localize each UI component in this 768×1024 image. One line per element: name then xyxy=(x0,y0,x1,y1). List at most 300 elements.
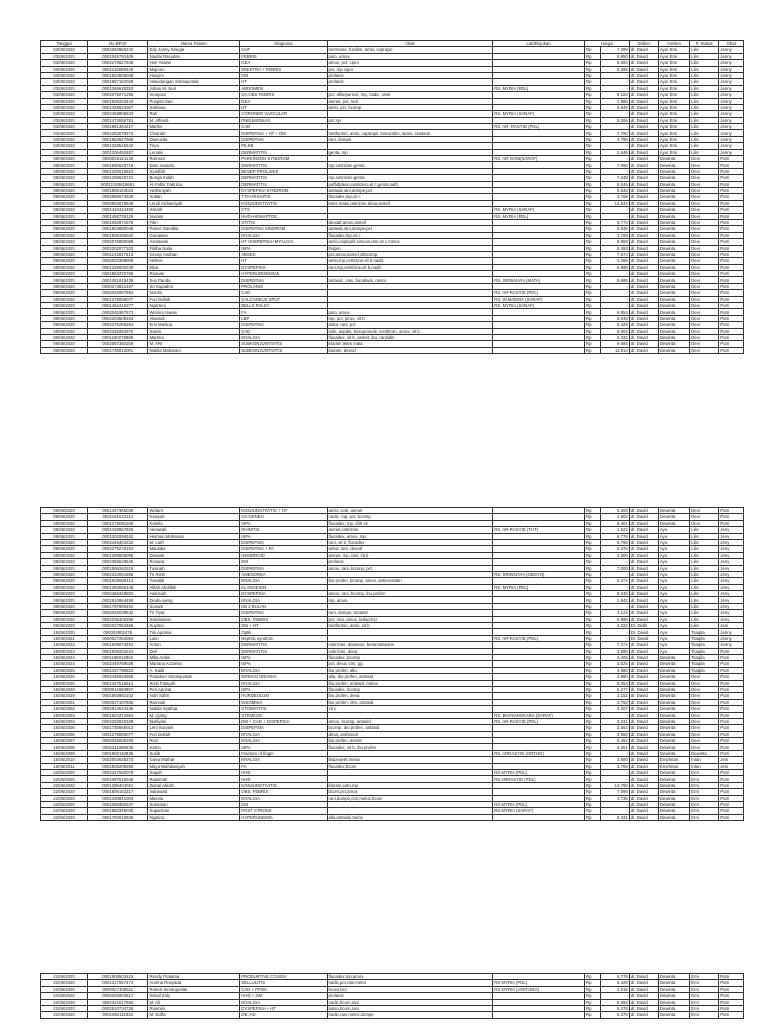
table-cell: 0002045367573 xyxy=(88,309,148,315)
table-cell: Rp xyxy=(585,520,601,526)
table-cell: dr. David xyxy=(629,213,658,219)
table-cell: 6.376 xyxy=(600,546,629,552)
patient-register-table-2 xyxy=(40,507,744,821)
table-cell: dr. David xyxy=(629,527,658,533)
table-cell: metformin, amlo, vit b xyxy=(327,623,493,629)
table-cell: Rp xyxy=(585,1005,601,1011)
table-cell: dr. David xyxy=(629,156,658,162)
table-cell: dr. David xyxy=(629,571,658,577)
table-cell: Devi xyxy=(690,232,719,238)
table-cell: 0001462415377 xyxy=(88,303,148,309)
table-cell: Putri xyxy=(719,808,744,814)
table-cell: antasid,rani,dompe,pct xyxy=(327,226,493,232)
table-cell: M. ARI xyxy=(148,341,240,347)
table-cell: DERMATITIS xyxy=(240,648,327,654)
table-cell: Tsaqila xyxy=(690,648,719,654)
table-cell: 08/06/2020 xyxy=(41,347,88,353)
table-cell: letes mata,cetirizine,dexa,asmef xyxy=(327,200,493,206)
table-cell: DERMATITIS xyxy=(240,175,327,181)
table-cell: Dewinta xyxy=(658,993,689,999)
table-cell: pct, alllo/purinol, mp, nadic, ranti xyxy=(327,92,493,98)
table-cell: Dewinta xyxy=(658,801,689,807)
table-cell: Jenny xyxy=(719,92,744,98)
table-cell: 0001593982102 xyxy=(88,693,148,699)
table-cell: amox, pct, cipro xyxy=(327,60,493,66)
table-cell: - xyxy=(600,776,629,782)
table-cell: HT xyxy=(240,104,327,110)
table-cell: 0001062971879 xyxy=(88,219,148,225)
table-cell: Fulpro xyxy=(327,245,493,251)
table-cell: Lilis xyxy=(690,111,719,117)
table-body-3 xyxy=(41,974,744,1019)
table-cell: 08/06/2020 xyxy=(41,616,88,622)
table-cell: 0002914524246 xyxy=(88,706,148,712)
table-cell: 3.586 xyxy=(600,648,629,654)
table-cell: dr. David xyxy=(629,559,658,565)
table-cell: Putri xyxy=(719,986,744,992)
table-cell: Lilis xyxy=(690,124,719,130)
table-cell: Jenny xyxy=(719,136,744,142)
table-cell: dr. David xyxy=(629,239,658,245)
table-cell: Tri Tiyar xyxy=(148,610,240,616)
table-cell: Putri xyxy=(719,328,744,334)
table-cell: 0000026039542 xyxy=(88,610,148,616)
table-cell: puffid(deso,cetirizien,vit c,genta salf) xyxy=(327,181,493,187)
table-cell: Devi xyxy=(690,334,719,340)
table-cell: Ayu/ Erni xyxy=(658,124,689,130)
table-cell: Jeny xyxy=(719,578,744,584)
table-cell: Lilis xyxy=(690,616,719,622)
table-cell: dr. David xyxy=(629,661,658,667)
table-cell: dr. David xyxy=(629,53,658,59)
table-cell: 9.694 xyxy=(600,341,629,347)
table-cell: 0000315006292 xyxy=(88,738,148,744)
table-cell: 0002436834558 xyxy=(88,674,148,680)
table-cell: Rp xyxy=(585,72,601,78)
table-cell: Putri xyxy=(719,162,744,168)
table-cell: Dewinta xyxy=(658,290,689,296)
table-cell: 22/06/2020 xyxy=(41,814,88,820)
table-cell: Dewinta xyxy=(658,194,689,200)
table-cell: Devi xyxy=(690,686,719,692)
table-cell: Paradom Simanjuntak xyxy=(148,674,240,680)
table-cell: Putri xyxy=(719,508,744,514)
table-cell: Lilis xyxy=(690,571,719,577)
table-cell: Ayu/ Erni xyxy=(658,60,689,66)
table-cell: amlo, pct, bcomp xyxy=(327,104,493,110)
table-cell: 0001906153023 xyxy=(88,187,148,193)
table-cell: 0000902679849 xyxy=(88,200,148,206)
table-cell: dr. David xyxy=(629,693,658,699)
table-cell: 8.246 xyxy=(600,181,629,187)
table-cell: Herlisniyah xyxy=(148,187,240,193)
table-cell: 15/06/2020 xyxy=(41,629,88,635)
table-cell: Lilis xyxy=(690,136,719,142)
table-cell: dr. David xyxy=(629,546,658,552)
table-cell: Rp xyxy=(585,168,601,174)
table-cell: pct syr xyxy=(327,117,493,123)
table-cell: Dewinta xyxy=(658,661,689,667)
table-cell: 09/06/2020 xyxy=(41,623,88,629)
table-cell: Nuraini xyxy=(148,213,240,219)
table-cell: Devi xyxy=(690,680,719,686)
table-cell: 3.680 xyxy=(600,757,629,763)
table-cell: Rp xyxy=(585,271,601,277)
table-cell: Rp xyxy=(585,334,601,340)
table-cell: RS. BHAYANGKARA (SARAF) xyxy=(493,712,585,718)
table-cell: Rp xyxy=(585,757,601,763)
table-cell: Jeny xyxy=(719,552,744,558)
table-cell: Rp xyxy=(585,578,601,584)
table-cell: dr. David xyxy=(629,801,658,807)
table-cell: - xyxy=(600,207,629,213)
table-cell: Dewinta xyxy=(658,168,689,174)
table-cell: 0001504880048 xyxy=(88,226,148,232)
table-cell: RHINITIS xyxy=(240,527,327,533)
table-cell: DISPEPSIA xyxy=(240,725,327,731)
table-cell: bcom,bcz xyxy=(327,986,493,992)
table-cell: Devi xyxy=(690,296,719,302)
table-cell: Ayu xyxy=(658,623,689,629)
table-cell: ibu profen, antasid, melox xyxy=(327,680,493,686)
table-cell: AMENOREA xyxy=(240,571,327,577)
table-cell: 0001296404021 xyxy=(88,782,148,788)
table-cell: Dewinta xyxy=(658,680,689,686)
table-cell: 0002906673838 xyxy=(88,194,148,200)
table-cell: HHD xyxy=(240,776,327,782)
table-cell: 15/06/2002 xyxy=(41,706,88,712)
table-cell: Lenativ xyxy=(148,149,240,155)
table-cell: OE, AD xyxy=(240,1012,327,1018)
table-cell: antasid , rani, bundavin, metro xyxy=(327,277,493,283)
table-cell: Rp xyxy=(585,156,601,162)
table-cell: dr. David xyxy=(629,111,658,117)
table-cell: HT xyxy=(240,79,327,85)
table-cell: Tsaqila xyxy=(690,667,719,673)
table-body-1 xyxy=(41,47,744,354)
table-cell: Lilis xyxy=(690,85,719,91)
table-cell: TTH+RHINITIS xyxy=(240,194,327,200)
table-cell: metformin, amlo, captropil, biscombin, lanso, ranason xyxy=(327,130,493,136)
table-cell: 08/06/2020 xyxy=(41,232,88,238)
table-cell: Syarifah xyxy=(148,168,240,174)
table-cell: 0001302099342 xyxy=(88,533,148,539)
table-cell: Rp xyxy=(585,706,601,712)
table-cell: Dewinta xyxy=(658,808,689,814)
table-cell: Samsi xyxy=(148,328,240,334)
table-cell: 0002087350209 xyxy=(88,341,148,347)
table-cell: Rizki Fatayah xyxy=(148,680,240,686)
table-cell: dr. David xyxy=(629,514,658,520)
table-cell: Rp xyxy=(585,104,601,110)
table-cell: Dewinta xyxy=(658,750,689,756)
table-cell: Putri xyxy=(719,738,744,744)
table-cell: Rp xyxy=(585,699,601,705)
table-cell: 08/06/2020 xyxy=(41,341,88,347)
table-cell: Lilis xyxy=(690,53,719,59)
table-cell: 0001834506038 xyxy=(88,72,148,78)
table-cell: 03/06/2020 xyxy=(41,124,88,130)
table-cell: Putri xyxy=(719,667,744,673)
table-cell: rani, dompe xyxy=(327,136,493,142)
table-cell: dr. David xyxy=(629,219,658,225)
table-cell: Devi xyxy=(690,309,719,315)
table-cell: rani,mp,cetirizine,vit b,nadic xyxy=(327,264,493,270)
table-cell: Devi xyxy=(690,315,719,321)
table-cell: Devi xyxy=(690,520,719,526)
table-cell: prolanis xyxy=(327,72,493,78)
table-cell: Devi xyxy=(690,156,719,162)
table-cell: Tsaqila xyxy=(690,654,719,660)
table-cell: dr. David xyxy=(629,194,658,200)
table-cell: PROLANIS xyxy=(240,283,327,289)
table-cell: DISPEPSIA xyxy=(240,136,327,142)
table-cell: 0000026004517 xyxy=(88,993,148,999)
table-cell: 0002311086635 xyxy=(88,744,148,750)
table-cell: Ngatino xyxy=(148,814,240,820)
table-cell: 0001276081165 xyxy=(88,520,148,526)
table-cell: Putri xyxy=(719,200,744,206)
table-cell: Dewinta xyxy=(658,706,689,712)
table-cell: DISPEPSIA SINDROM xyxy=(240,226,327,232)
table-cell: 15/06/2001 xyxy=(41,699,88,705)
table-cell: Rp xyxy=(585,232,601,238)
table-cell: A. Kadir xyxy=(148,667,240,673)
table-cell: 0002376266264 xyxy=(88,322,148,328)
table-cell: Rp xyxy=(585,763,601,769)
table-cell: Rp xyxy=(585,782,601,788)
table-cell: 4.980 xyxy=(600,667,629,673)
table-cell: Putri xyxy=(719,795,744,801)
table-cell: Erni xyxy=(690,999,719,1005)
table-cell: Karno xyxy=(148,744,240,750)
table-cell: - xyxy=(600,750,629,756)
table-cell: - xyxy=(600,712,629,718)
table-cell: Rp xyxy=(585,999,601,1005)
table-cell: RS. MYRIA (SARAF) xyxy=(493,207,585,213)
table-cell: RS MYRIA (SARAF) xyxy=(493,808,585,814)
table-cell: Jeny xyxy=(719,610,744,616)
table-cell: Rp xyxy=(585,603,601,609)
table-cell: Putri xyxy=(719,718,744,724)
table-cell: Rp xyxy=(585,770,601,776)
table-cell: 3.752 xyxy=(600,699,629,705)
table-cell: Rp xyxy=(585,571,601,577)
table-cell: dr. David xyxy=(629,322,658,328)
table-cell: Dewinta xyxy=(658,303,689,309)
table-cell: 08/06/2020 xyxy=(41,219,88,225)
table-cell: 0000027400511 xyxy=(88,986,148,992)
table-cell: Devi xyxy=(690,290,719,296)
table-cell: amox, rani, bcomp, pct xyxy=(327,565,493,571)
table-cell: Yuwaldi xyxy=(148,578,240,584)
table-cell: - xyxy=(600,124,629,130)
table-cell: Maulidia xyxy=(148,546,240,552)
table-cell: Putri xyxy=(719,226,744,232)
table-cell: SUBKONJUNTIVITIS xyxy=(240,341,327,347)
table-cell: POST STROKE xyxy=(240,808,327,814)
table-cell: Rp xyxy=(585,597,601,603)
table-cell: Devi xyxy=(690,706,719,712)
table-cell: BELLS PALSY xyxy=(240,303,327,309)
table-cell: flucadex, vit b, asmet, ibu, ranitidin xyxy=(327,334,493,340)
table-cell: Dewinta xyxy=(658,508,689,514)
table-cell: RS MYRIA (JANTUNG) xyxy=(493,986,585,992)
table-cell: 0001882111833 xyxy=(88,1012,148,1018)
table-cell: Puspita Sari xyxy=(148,98,240,104)
table-cell: dr. David xyxy=(629,763,658,769)
table-cell: - xyxy=(600,584,629,590)
table-cell: Ayu/ Erni xyxy=(658,117,689,123)
table-cell: RS MYRIA (PDL) xyxy=(493,980,585,986)
table-cell: Lukri xyxy=(148,635,240,641)
table-cell: dr. David xyxy=(629,92,658,98)
table-cell: Lilis xyxy=(690,66,719,72)
table-cell: Lilis xyxy=(690,578,719,584)
table-cell: INSOMNIA xyxy=(240,699,327,705)
table-cell: Rp xyxy=(585,623,601,629)
table-cell: OA GENEU xyxy=(240,514,327,520)
table-cell: HYPERUNEMIA xyxy=(240,814,327,820)
table-cell: DM + CAD + DISPEPSIA xyxy=(240,718,327,724)
table-cell: DM xyxy=(240,801,327,807)
table-cell: 08/06/2020 xyxy=(41,559,88,565)
table-cell: PNEUMONIAS xyxy=(240,117,327,123)
table-cell: Devi xyxy=(690,213,719,219)
table-cell: HORDEULUM xyxy=(240,693,327,699)
table-cell: HHD xyxy=(240,770,327,776)
table-cell: Erni xyxy=(690,808,719,814)
table-cell: Kasiyah xyxy=(148,514,240,520)
table-cell: Dewinta xyxy=(658,718,689,724)
table-cell: 0001410444450 xyxy=(88,207,148,213)
table-cell: Rp xyxy=(585,239,601,245)
table-cell: ABSES xyxy=(240,251,327,257)
table-cell: Rp xyxy=(585,993,601,999)
table-cell: dr. David xyxy=(629,591,658,597)
table-cell: Lilis xyxy=(690,539,719,545)
table-cell: 5.493 xyxy=(600,245,629,251)
table-cell: 4.207 xyxy=(600,706,629,712)
table-cell: Erni xyxy=(690,814,719,820)
table-cell: 8.246 xyxy=(600,591,629,597)
table-cell: LBP xyxy=(240,315,327,321)
table-cell: M. Affendi xyxy=(148,117,240,123)
table-cell: dr. David xyxy=(629,986,658,992)
table-cell: Rp xyxy=(585,629,601,635)
table-cell: dexa, ambroxol xyxy=(327,731,493,737)
table-cell: Erni xyxy=(690,1005,719,1011)
table-cell: Hasyim xyxy=(148,72,240,78)
table-cell: RS. W.MADIRA (SARAF) xyxy=(493,296,585,302)
table-cell: dr. David xyxy=(629,245,658,251)
table-cell: Putri xyxy=(719,770,744,776)
table-cell: dr. David xyxy=(629,136,658,142)
table-cell: M. Lutfi xyxy=(148,539,240,545)
table-cell: 08/06/2020 xyxy=(41,226,88,232)
table-cell: Dewinta xyxy=(658,770,689,776)
table-cell: Devi xyxy=(690,251,719,257)
table-cell: 7.248 xyxy=(600,175,629,181)
table-cell: 03/06/2020 xyxy=(41,98,88,104)
table-cell: Putri xyxy=(719,993,744,999)
table-cell: Dewinta xyxy=(658,264,689,270)
table-cell: Rp xyxy=(585,98,601,104)
table-cell: 0002449769038 xyxy=(88,661,148,667)
table-cell: Ayu/ Erni xyxy=(658,66,689,72)
table-cell: amlo,captopril,simvas,rani,vit c,melox xyxy=(327,239,493,245)
table-cell: Devi xyxy=(690,508,719,514)
table-cell: allu, ibu profen, antasid xyxy=(327,674,493,680)
table-cell: Rasuan xyxy=(148,271,240,277)
table-cell: DYSPEPSIA xyxy=(240,264,327,270)
table-cell: Tsaqila xyxy=(690,629,719,635)
table-cell: 9.685 xyxy=(600,277,629,283)
table-cell: Tsaqila xyxy=(690,642,719,648)
table-cell: 0002310051896 xyxy=(88,571,148,577)
table-cell: 3.152 xyxy=(600,693,629,699)
table-cell: DM xyxy=(240,72,327,78)
table-cell: ibu profen, asmet xyxy=(327,738,493,744)
table-cell: Devi xyxy=(690,744,719,750)
table-cell: Asmawati xyxy=(148,239,240,245)
table-cell: - xyxy=(600,635,629,641)
table-cell: - xyxy=(600,156,629,162)
table-cell: dr. David xyxy=(629,750,658,756)
table-cell: Mariana Azzahra xyxy=(148,661,240,667)
table-cell: 5.054 xyxy=(600,680,629,686)
table-cell: Putri xyxy=(719,341,744,347)
table-cell: Ayu xyxy=(658,539,689,545)
table-cell: Rati xyxy=(148,111,240,117)
table-cell: dr. David xyxy=(629,731,658,737)
table-cell: Devi xyxy=(690,699,719,705)
table-cell: 0001206450487 xyxy=(88,149,148,155)
table-cell: KLANGEION xyxy=(240,584,327,590)
table-cell: Sunarti xyxy=(148,603,240,609)
table-cell: Dani susanto xyxy=(148,162,240,168)
table-cell: 0002278527546 xyxy=(88,60,148,66)
table-cell: 08/06/2020 xyxy=(41,251,88,257)
table-cell: INFEKSI URIANIA xyxy=(240,674,327,680)
table-cell: 0001278069077 xyxy=(88,296,148,302)
table-cell: Putri xyxy=(719,322,744,328)
table-cell: Dewinta xyxy=(658,1012,689,1018)
table-cell: Putri xyxy=(719,232,744,238)
table-cell: SELLULITIS xyxy=(240,980,327,986)
table-cell: Rozi xyxy=(148,738,240,744)
table-cell: dr. David xyxy=(629,277,658,283)
table-cell: 6.251 xyxy=(600,744,629,750)
table-cell: 0002076885088 xyxy=(88,239,148,245)
table-cell: Dewinta xyxy=(658,239,689,245)
table-cell: 5.285 xyxy=(600,66,629,72)
table-cell: - xyxy=(600,143,629,149)
table-cell: asmet,cetirizine xyxy=(327,527,493,533)
table-cell: DISPEPSIA xyxy=(240,610,327,616)
table-cell: 6.988 xyxy=(600,264,629,270)
table-cell: Erni xyxy=(690,776,719,782)
table-cell: Devi xyxy=(690,271,719,277)
table-cell: 0001854547986 xyxy=(88,136,148,142)
table-cell: Rp xyxy=(585,667,601,673)
table-cell: 0001883349030 xyxy=(88,808,148,814)
table-cell: Rp xyxy=(585,258,601,264)
table-cell: Devi xyxy=(690,207,719,213)
table-cell: Rp xyxy=(585,980,601,986)
table-cell: Dewinta xyxy=(658,213,689,219)
table-cell: Optik xyxy=(240,629,327,635)
